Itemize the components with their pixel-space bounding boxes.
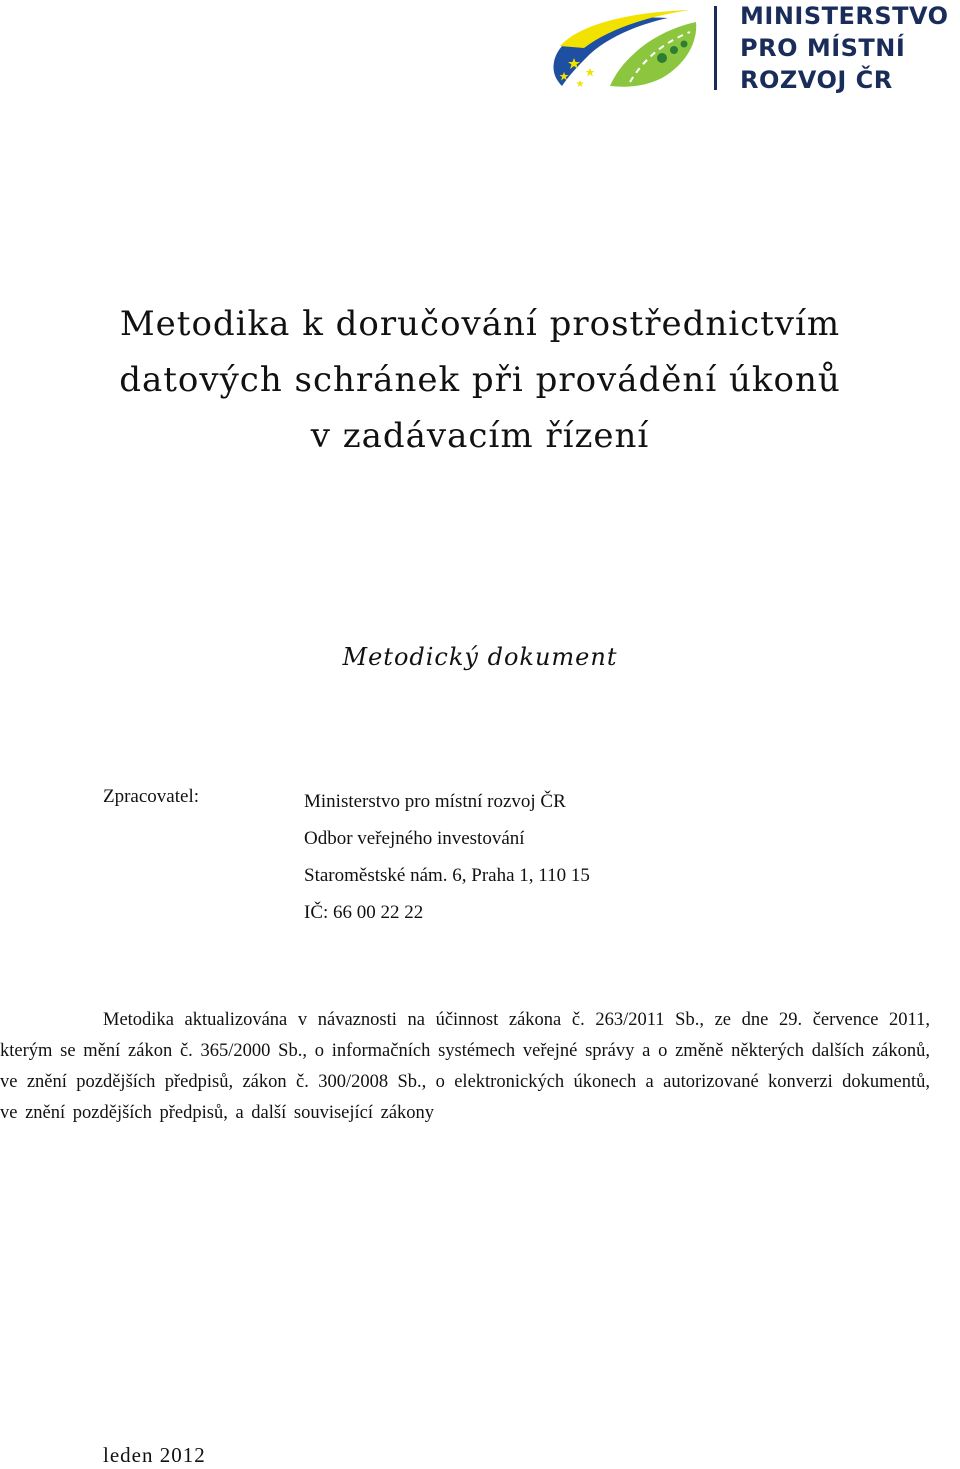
update-note: Metodika aktualizována v návaznosti na účinnost zákona č. 263/2011 Sb., ze dne 29. července 2011, kterým se mění zákon č. 365/2000 Sb., o informačních systémech veřejné správy a o změně některých dalších zákonů, ve znění pozdějších předpisů, zákon č. 300/2008 Sb., o elektronických úkonech a autorizované konverzi dokumentů, ve znění pozdějších předpisů, a další související zákony (0, 1010, 930, 1123)
document-type: Metodický dokument (342, 643, 618, 671)
ministry-name-line3: ROZVOJ ČR (740, 66, 893, 94)
logo-divider (714, 6, 717, 90)
title-line1: Metodika k doručování prostřednictvím (119, 304, 841, 344)
author-address: Staroměstské nám. 6, Praha 1, 110 15 (304, 865, 590, 886)
ministry-name-line2: PRO MÍSTNÍ (740, 34, 906, 62)
author-name: Ministerstvo pro místní rozvoj ČR (304, 791, 566, 812)
title-line2: datových schránek při provádění úkonů (119, 360, 841, 400)
title-line3: v zadávacím řízení (310, 416, 650, 456)
ministry-logo (550, 0, 960, 100)
author-details (304, 783, 590, 931)
author-label: Zpracovatel: (103, 786, 200, 807)
ministry-name (740, 0, 949, 96)
ministry-emblem-icon (550, 2, 700, 88)
author-ico: IČ: 66 00 22 22 (304, 902, 424, 923)
document-date: leden 2012 (103, 1443, 206, 1467)
ministry-name-line1: MINISTERSTVO (740, 2, 949, 30)
author-department: Odbor veřejného investování (304, 828, 525, 849)
document-title (0, 296, 960, 464)
